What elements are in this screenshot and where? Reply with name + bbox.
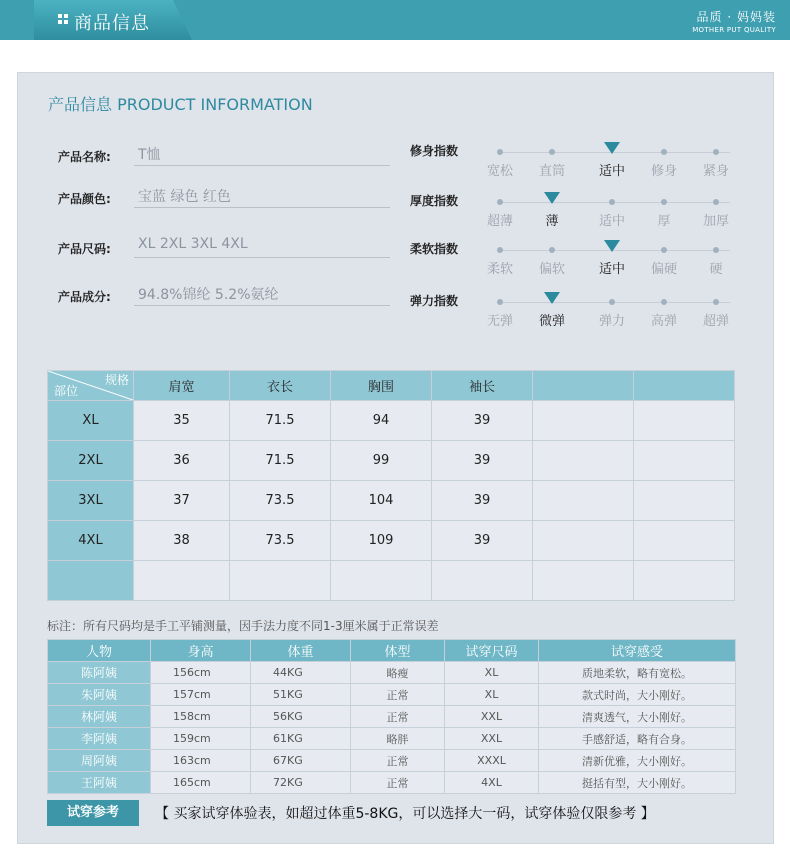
trial-cell: 林阿姨 <box>48 706 151 728</box>
scale-option: 直筒 <box>538 164 565 179</box>
size-value-cell: 104 <box>331 481 432 521</box>
size-row <box>48 481 735 521</box>
trial-cell: 163cm <box>151 750 251 772</box>
trial-cell: 51KG <box>251 684 351 706</box>
size-value-cell <box>533 481 634 521</box>
info-label: 产品成分: <box>58 290 111 304</box>
scale-option: 超薄 <box>486 214 513 229</box>
trial-row <box>48 706 736 728</box>
scale-dot <box>661 199 667 205</box>
trial-row <box>48 750 736 772</box>
scale-dot <box>549 149 555 155</box>
scale-option: 加厚 <box>702 214 729 229</box>
scale-option: 适中 <box>598 214 625 229</box>
trial-cell: 略胖 <box>351 728 445 750</box>
size-value-cell: 109 <box>331 521 432 561</box>
scale-dot <box>549 247 555 253</box>
trial-cell: XXL <box>445 728 539 750</box>
size-row <box>48 441 735 481</box>
info-value: XL 2XL 3XL 4XL <box>134 236 390 258</box>
info-label: 产品尺码: <box>58 242 111 256</box>
scale-option: 柔软 <box>486 262 513 277</box>
trial-cell: 156cm <box>151 662 251 684</box>
grid-dots-icon <box>58 14 68 26</box>
trial-cell: 周阿姨 <box>48 750 151 772</box>
trial-cell: 157cm <box>151 684 251 706</box>
size-table <box>47 370 735 601</box>
scale-option: 厚 <box>657 214 671 229</box>
size-value-cell <box>533 561 634 601</box>
size-row <box>48 561 735 601</box>
size-value-cell: 36 <box>134 441 230 481</box>
size-value-cell: 71.5 <box>230 441 331 481</box>
scale-dot <box>661 299 667 305</box>
scale-option: 微弹 <box>538 314 565 329</box>
size-row <box>48 521 735 561</box>
scale-dot <box>661 149 667 155</box>
size-value-cell: 35 <box>134 401 230 441</box>
scale-option: 超弹 <box>702 314 729 329</box>
trial-cell: 正常 <box>351 684 445 706</box>
header-cell: 胸围 <box>331 371 432 401</box>
index-label: 修身指数 <box>410 144 459 158</box>
scale-option: 宽松 <box>486 164 513 179</box>
trial-cell: 44KG <box>251 662 351 684</box>
info-row-name <box>58 144 398 168</box>
size-value-cell: 39 <box>432 441 533 481</box>
size-value-cell: 39 <box>432 401 533 441</box>
trial-cell: 李阿姨 <box>48 728 151 750</box>
size-value-cell: 99 <box>331 441 432 481</box>
scale-dot <box>497 149 503 155</box>
trial-cell: 朱阿姨 <box>48 684 151 706</box>
trial-cell: 陈阿姨 <box>48 662 151 684</box>
brand-slogan-en: MOTHER PUT QUALITY <box>692 26 776 34</box>
size-row <box>48 401 735 441</box>
header-cell <box>634 371 735 401</box>
scale-dot <box>497 247 503 253</box>
section-title: 产品信息 PRODUCT INFORMATION <box>48 95 313 114</box>
trial-table-header <box>48 640 736 662</box>
scale-option: 高弹 <box>650 314 677 329</box>
trial-reference-tag: 试穿参考 <box>47 800 139 826</box>
trial-cell: 4XL <box>445 772 539 794</box>
scale-option: 修身 <box>650 164 677 179</box>
banner-title: 商品信息 <box>74 13 150 34</box>
trial-cell: 165cm <box>151 772 251 794</box>
header-cell: 衣长 <box>230 371 331 401</box>
size-value-cell <box>634 481 735 521</box>
scale-option: 偏软 <box>538 262 565 277</box>
header-cell: 身高 <box>151 640 251 662</box>
trial-cell: 158cm <box>151 706 251 728</box>
trial-row <box>48 728 736 750</box>
scale-option: 弹力 <box>598 314 625 329</box>
scale-dot <box>497 299 503 305</box>
size-value-cell: 39 <box>432 481 533 521</box>
header-cell: 体型 <box>351 640 445 662</box>
scale-dot <box>661 247 667 253</box>
scale-option: 紧身 <box>702 164 729 179</box>
size-value-cell: 37 <box>134 481 230 521</box>
trial-cell: 56KG <box>251 706 351 728</box>
scale-dot <box>609 199 615 205</box>
size-value-cell <box>634 561 735 601</box>
trial-cell: 略瘦 <box>351 662 445 684</box>
scale-option: 偏硬 <box>650 262 677 277</box>
trial-row <box>48 772 736 794</box>
selected-marker-icon <box>604 142 620 154</box>
corner-bottom-label: 部位 <box>54 384 79 398</box>
info-value: 94.8%锦纶 5.2%氨纶 <box>134 284 390 306</box>
trial-cell: XXL <box>445 706 539 728</box>
index-scale <box>410 240 740 286</box>
size-value-cell: 38 <box>134 521 230 561</box>
scale-dot <box>713 299 719 305</box>
trial-cell: 清爽透气，大小刚好。 <box>539 706 736 728</box>
trial-row <box>48 662 736 684</box>
trial-cell: 正常 <box>351 750 445 772</box>
scale-dot <box>497 199 503 205</box>
scale-option: 适中 <box>598 262 625 277</box>
size-value-cell <box>533 401 634 441</box>
size-value-cell <box>634 401 735 441</box>
index-label: 弹力指数 <box>410 294 459 308</box>
size-label-cell: 2XL <box>48 441 134 481</box>
trial-row <box>48 684 736 706</box>
info-label: 产品名称: <box>58 150 111 164</box>
corner-top-label: 规格 <box>104 373 129 387</box>
trial-cell: XL <box>445 662 539 684</box>
size-value-cell: 71.5 <box>230 401 331 441</box>
trial-cell: 72KG <box>251 772 351 794</box>
index-label: 柔软指数 <box>410 242 459 256</box>
trial-cell: 67KG <box>251 750 351 772</box>
scale-option: 薄 <box>545 214 559 229</box>
scale-option: 适中 <box>598 164 625 179</box>
trial-cell: 正常 <box>351 706 445 728</box>
trial-cell: 王阿姨 <box>48 772 151 794</box>
size-value-cell <box>432 561 533 601</box>
size-value-cell: 39 <box>432 521 533 561</box>
info-label: 产品颜色: <box>58 192 111 206</box>
size-value-cell <box>331 561 432 601</box>
size-value-cell <box>533 441 634 481</box>
measurement-note: 标注：所有尺码均是手工平铺测量，因手法力度不同1-3厘米属于正常误差 <box>47 619 439 633</box>
trial-cell: 正常 <box>351 772 445 794</box>
size-value-cell: 94 <box>331 401 432 441</box>
trial-cell: 61KG <box>251 728 351 750</box>
scale-dot <box>713 247 719 253</box>
trial-cell: XL <box>445 684 539 706</box>
scale-option: 无弹 <box>486 314 513 329</box>
header-cell: 试穿尺码 <box>445 640 539 662</box>
trial-cell: 159cm <box>151 728 251 750</box>
index-scale <box>410 142 740 188</box>
table-corner-cell <box>48 371 134 401</box>
header-cell <box>533 371 634 401</box>
info-value: T恤 <box>134 144 390 166</box>
size-value-cell <box>134 561 230 601</box>
selected-marker-icon <box>544 192 560 204</box>
trial-cell: 挺括有型，大小刚好。 <box>539 772 736 794</box>
size-label-cell <box>48 561 134 601</box>
brand-slogan: 品质 · 妈妈装 <box>696 10 776 24</box>
size-value-cell: 73.5 <box>230 481 331 521</box>
index-label: 厚度指数 <box>410 194 459 208</box>
header-cell: 体重 <box>251 640 351 662</box>
size-label-cell: 3XL <box>48 481 134 521</box>
header-cell: 袖长 <box>432 371 533 401</box>
header-cell: 试穿感受 <box>539 640 736 662</box>
size-label-cell: 4XL <box>48 521 134 561</box>
size-label-cell: XL <box>48 401 134 441</box>
size-value-cell: 73.5 <box>230 521 331 561</box>
scale-dot <box>609 299 615 305</box>
size-table-header <box>48 371 735 401</box>
selected-marker-icon <box>604 240 620 252</box>
info-value: 宝蓝 绿色 红色 <box>134 186 390 208</box>
index-scale <box>410 292 740 338</box>
trial-table <box>47 639 736 794</box>
header-cell: 人物 <box>48 640 151 662</box>
brand-block <box>692 8 776 34</box>
index-scale <box>410 192 740 238</box>
trial-reference-note: 【 买家试穿体验表，如超过体重5-8KG，可以选择大一码，试穿体验仅限参考 】 <box>155 806 655 822</box>
info-row-color <box>58 186 398 210</box>
info-row-size <box>58 236 398 260</box>
trial-cell: 手感舒适，略有合身。 <box>539 728 736 750</box>
scale-option: 硬 <box>709 262 723 277</box>
size-value-cell <box>230 561 331 601</box>
scale-dot <box>713 199 719 205</box>
selected-marker-icon <box>544 292 560 304</box>
size-value-cell <box>634 441 735 481</box>
top-banner <box>0 0 790 40</box>
scale-dot <box>713 149 719 155</box>
trial-cell: 清新优雅，大小刚好。 <box>539 750 736 772</box>
info-row-material <box>58 284 398 308</box>
size-value-cell <box>533 521 634 561</box>
size-value-cell <box>634 521 735 561</box>
trial-cell: 款式时尚，大小刚好。 <box>539 684 736 706</box>
trial-cell: 质地柔软，略有宽松。 <box>539 662 736 684</box>
header-cell: 肩宽 <box>134 371 230 401</box>
trial-cell: XXXL <box>445 750 539 772</box>
